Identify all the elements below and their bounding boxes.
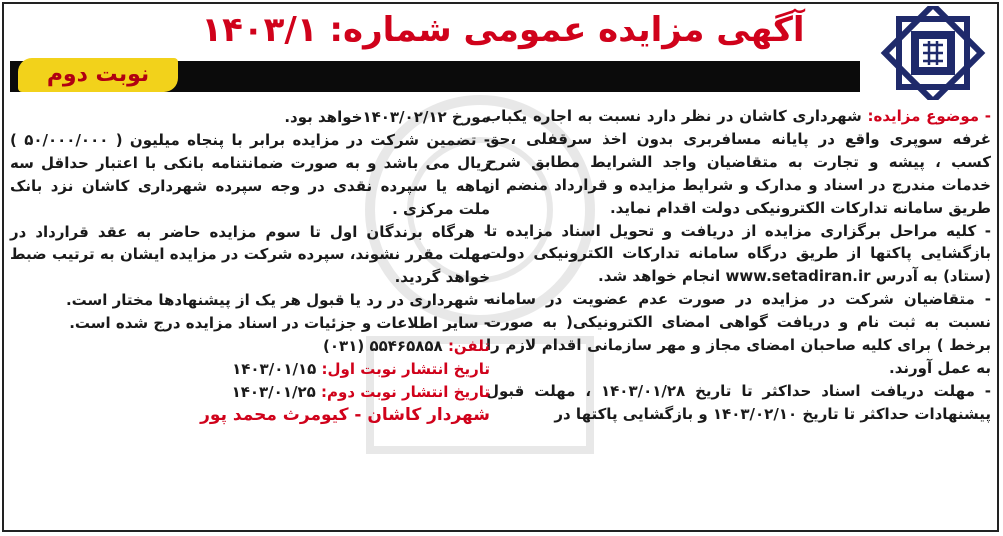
mayor-signature: شهردار کاشان - کیومرث محمد پور bbox=[200, 404, 490, 425]
second-publication-value: ۱۴۰۳/۰۱/۲۵ bbox=[231, 382, 316, 401]
notice-title: آگهی مزایده عمومی شماره: ۱۴۰۳/۱ bbox=[201, 10, 805, 50]
procedure-text-a: - کلیه مراحل برگزاری مزایده از دریافت و تحویل اسناد مزایده تا بازگشایی پاکتها از طریق درگاه سامانه تدارکات الکترونیکی دولت (ستاد) به آدرس bbox=[486, 221, 991, 286]
first-publication-value: ۱۴۰۳/۰۱/۱۵ bbox=[232, 359, 317, 378]
round-badge: نوبت دوم bbox=[18, 58, 178, 92]
winners-paragraph: - هرگاه برندگان اول تا سوم مزایده حاضر به عقد قرارداد در مهلت مقرر نشوند، سپرده شرکت در مزایده ایشان به ترتیب ضبط خواهد گردید. bbox=[10, 222, 490, 287]
website-link[interactable]: www.setadiran.ir bbox=[725, 267, 871, 286]
subject-label: - موضوع مزایده: bbox=[867, 107, 991, 125]
rights-paragraph: - شهرداری در رد یا قبول هر یک از پیشنهادها مختار است. bbox=[65, 291, 490, 310]
phone-label: تلفن: bbox=[447, 337, 490, 356]
opening-date-paragraph: مورخ ۱۴۰۳/۰۲/۱۲خواهد بود. bbox=[284, 108, 490, 126]
right-column bbox=[486, 105, 991, 426]
procedure-text-b: انجام خواهد شد. bbox=[598, 267, 721, 286]
phone-value: ۵۵۴۶۵۸۵۸ (۰۳۱) bbox=[323, 337, 443, 356]
registration-paragraph: - متقاضیان شرکت در مزایده در صورت عدم عضویت در سامانه نسبت به ثبت نام و دریافت گواهی امضای الکترونیکی( به صورت برخط ) برای کلیه صاحبان امضای مجاز و مهر سازمانی اقدام لازم را به عمل آورند. bbox=[486, 290, 991, 377]
phone-line bbox=[10, 335, 490, 358]
first-publication-label: تاریخ انتشار نوبت اول: bbox=[321, 359, 490, 378]
deadline-paragraph: - مهلت دریافت اسناد حداکثر تا تاریخ ۱۴۰۳/۰۱/۲۸ ، مهلت قبول پیشنهادات حداکثر تا تاریخ ۱۴۰۳/۰۲/۱۰ و بازگشایی پاکتها در bbox=[486, 381, 991, 423]
guarantee-paragraph: - تضمین شرکت در مزایده برابر با پنجاه میلیون ( ۵۰/۰۰۰/۰۰۰ ) ریال می باشد و به صورت ضمانتنامه بانکی با اعتبار حداقل سه ماهه یا سپرده نقدی در وجه سپرده شهرداری کاشان نزد بانک ملت مرکزی . bbox=[10, 130, 490, 218]
second-publication-label: تاریخ انتشار نوبت دوم: bbox=[321, 382, 490, 401]
first-publication-line bbox=[10, 358, 490, 381]
procedure-paragraph bbox=[486, 220, 991, 289]
info-paragraph: - سایر اطلاعات و جزئیات در اسناد مزایده درج شده است. bbox=[69, 314, 490, 333]
subject-text: شهرداری کاشان در نظر دارد نسبت به اجاره یکباب غرفه سوپری واقع در پایانه مسافربری بدون اخذ سرقفلی ،حق کسب ، پیشه و تجارت به متقاضیان واجد الشرایط مطابق شرح خدمات مندرج در اسناد و مدارک و شرایط مزایده و قرارداد منضم از طریق سامانه تدارکات الکترونیکی دولت اقدام نماید. bbox=[486, 107, 991, 217]
subject-paragraph bbox=[486, 105, 991, 220]
second-publication-line bbox=[10, 381, 490, 404]
municipality-logo-icon bbox=[869, 6, 997, 100]
left-column bbox=[10, 106, 490, 427]
